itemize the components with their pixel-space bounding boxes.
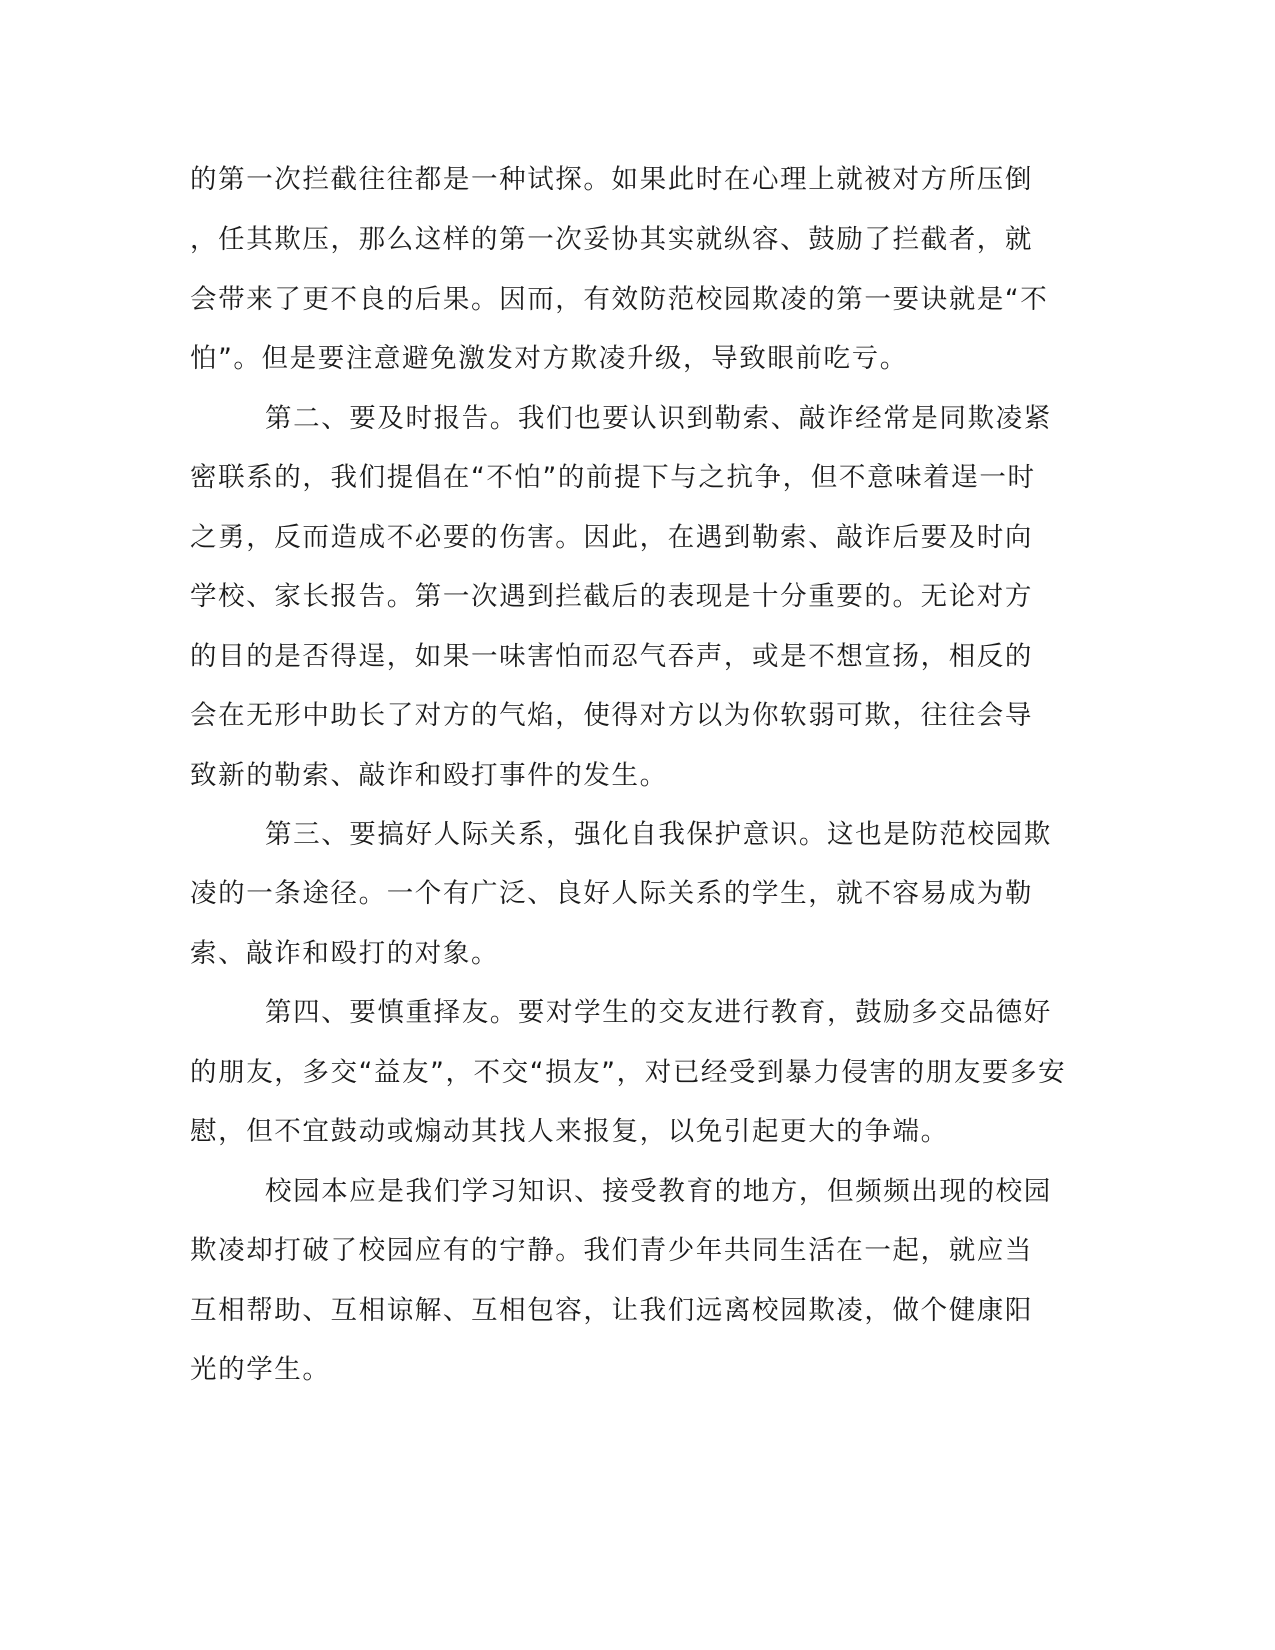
- text-line: 索、敲诈和殴打的对象。: [190, 938, 500, 969]
- paragraph-start: 第二、要及时报告。我们也要认识到勒索、敲诈经常是同欺凌紧: [265, 403, 1052, 434]
- text-line: 互相帮助、互相谅解、互相包容，让我们远离校园欺凌，做个健康阳: [190, 1295, 1033, 1326]
- text-line: 致新的勒索、敲诈和殴打事件的发生。: [190, 760, 668, 791]
- text-line: 的第一次拦截往往都是一种试探。如果此时在心理上就被对方所压倒: [190, 164, 1033, 195]
- text-line: 怕”。但是要注意避免激发对方欺凌升级，导致眼前吃亏。: [190, 343, 908, 374]
- text-line: 密联系的，我们提倡在“不怕”的前提下与之抗争，但不意味着逞一时: [190, 462, 1036, 493]
- text-line: 的目的是否得逞，如果一味害怕而忍气吞声，或是不想宣扬，相反的: [190, 641, 1033, 672]
- text-line: 的朋友，多交“益友”，不交“损友”，对已经受到暴力侵害的朋友要多安: [190, 1057, 1067, 1088]
- text-line: ，任其欺压，那么这样的第一次妥协其实就纵容、鼓励了拦截者，就: [190, 224, 1033, 255]
- paragraph-start: 第四、要慎重择友。要对学生的交友进行教育，鼓励多交品德好: [265, 997, 1052, 1028]
- text-line: 慰，但不宜鼓动或煽动其找人来报复，以免引起更大的争端。: [190, 1116, 949, 1147]
- text-line: 学校、家长报告。第一次遇到拦截后的表现是十分重要的。无论对方: [190, 581, 1033, 612]
- text-line: 会带来了更不良的后果。因而，有效防范校园欺凌的第一要诀就是“不: [190, 284, 1049, 315]
- text-line: 凌的一条途径。一个有广泛、良好人际关系的学生，就不容易成为勒: [190, 878, 1033, 909]
- paragraph-start: 校园本应是我们学习知识、接受教育的地方，但频频出现的校园: [265, 1176, 1052, 1207]
- paragraph-start: 第三、要搞好人际关系，强化自我保护意识。这也是防范校园欺: [265, 819, 1052, 850]
- text-line: 光的学生。: [190, 1354, 331, 1385]
- text-line: 欺凌却打破了校园应有的宁静。我们青少年共同生活在一起，就应当: [190, 1235, 1033, 1266]
- text-line: 会在无形中助长了对方的气焰，使得对方以为你软弱可欺，往往会导: [190, 700, 1033, 731]
- text-line: 之勇，反而造成不必要的伤害。因此，在遇到勒索、敲诈后要及时向: [190, 522, 1033, 553]
